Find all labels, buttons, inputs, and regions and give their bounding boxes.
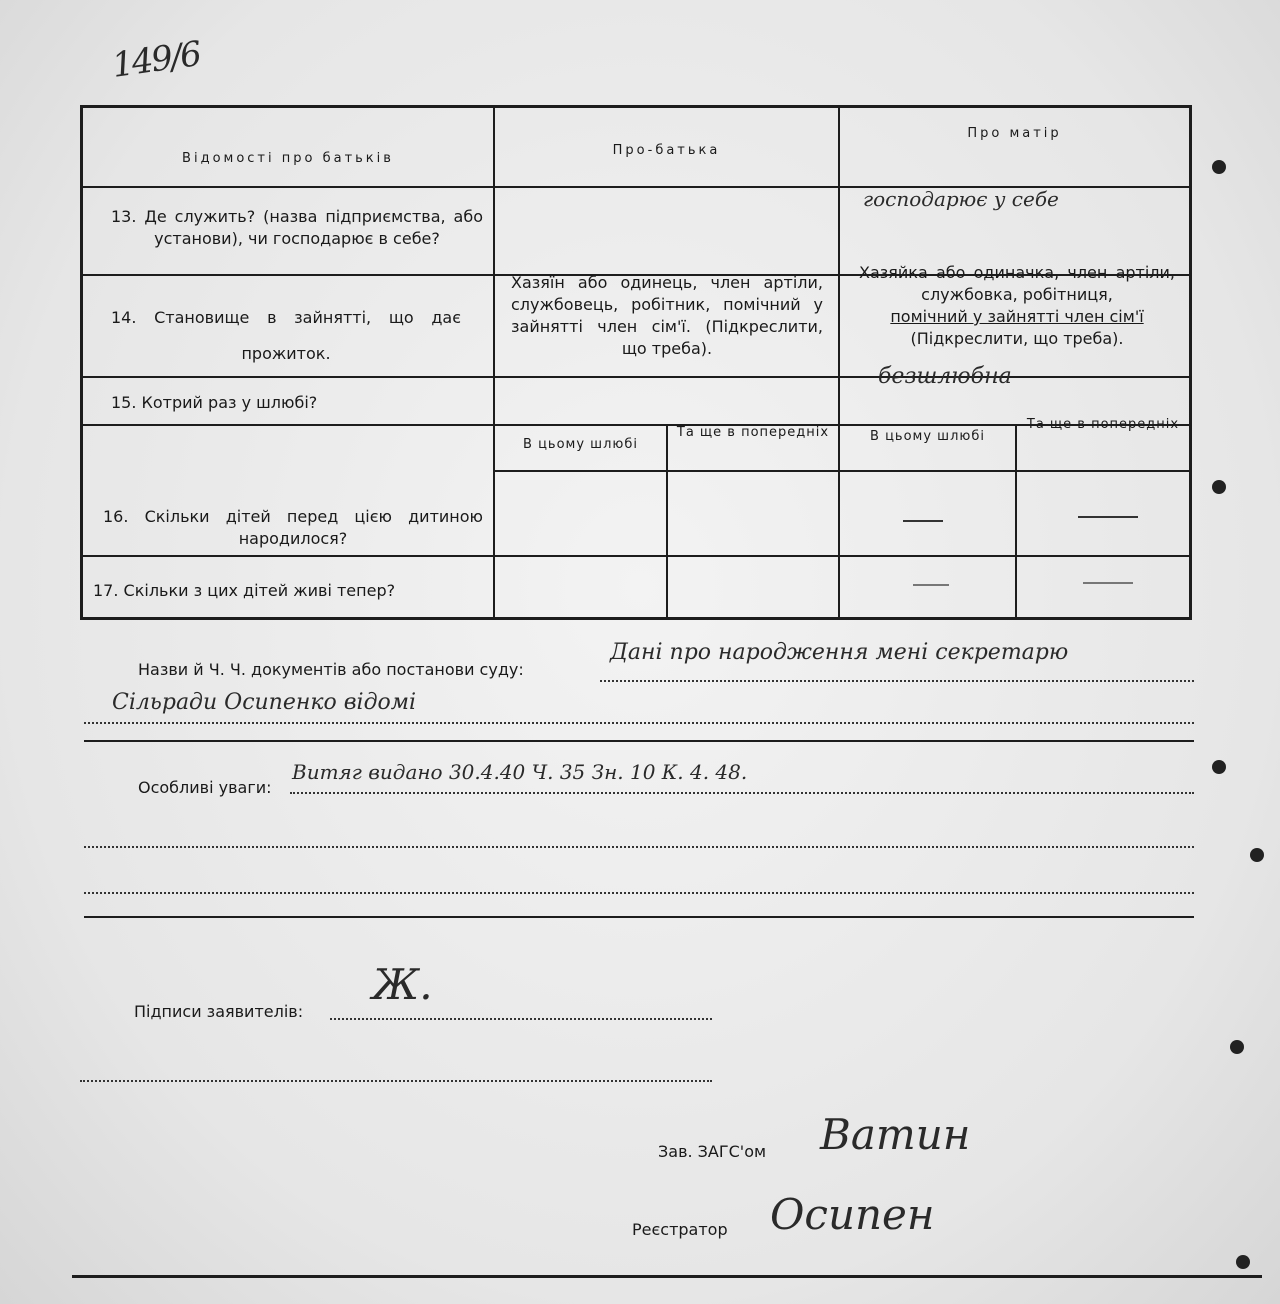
q15-text: 15. Котрий раз у шлюбі? xyxy=(111,393,318,412)
applicants-label: Підписи заявителів: xyxy=(134,1002,304,1021)
q17-mother-prev-dash xyxy=(1083,582,1133,584)
q17-mother-this-dash xyxy=(913,584,949,586)
zags-signature: Ватин xyxy=(820,1110,971,1159)
q14-mother-line3: (Підкреслити, що треба). xyxy=(910,329,1124,348)
notes-label: Особливі уваги: xyxy=(138,778,272,797)
corner-handwritten-number: 149/6 xyxy=(109,34,203,86)
registrar-signature: Осипен xyxy=(770,1190,935,1239)
q16-mother-prev-dash xyxy=(1078,516,1138,518)
q14-mother-line1: Хазяйка або одиначка, член артіли, службовка, робітниця, xyxy=(859,263,1175,304)
q15-mother: безшлюбна xyxy=(878,364,1012,389)
q14-mother-underlined: помічний у зайнятті член сім'ї xyxy=(890,307,1144,326)
q13-text: 13. Де служить? (назва підприємства, або установи), чи господарює в себе? xyxy=(111,207,483,248)
q13-mother: господарює у себе xyxy=(863,187,1059,211)
punch-hole xyxy=(1236,1255,1250,1269)
punch-hole xyxy=(1212,760,1226,774)
header-mother: Про матір xyxy=(967,126,1062,141)
mother-previous-header: Та ще в попередніх xyxy=(1026,417,1180,432)
father-this-marriage-header: В цьому шлюбі xyxy=(523,437,638,452)
punch-hole xyxy=(1250,848,1264,862)
header-father: Про-батька xyxy=(612,143,721,158)
punch-hole xyxy=(1230,1040,1244,1054)
q17-text: 17. Скільки з цих дітей живі тепер? xyxy=(93,581,396,600)
applicant-signature: Ж. xyxy=(372,960,433,1009)
registrar-label: Реєстратор xyxy=(632,1220,728,1239)
q14-text: 14. Становище в зайнятті, що дає прожиток. xyxy=(111,308,461,363)
header-info: Відомості про батьків xyxy=(182,151,394,166)
q14-mother xyxy=(859,262,1175,350)
q14-father: Хазяїн або одинець, член артіли, службовець, робітник, помічний у зайнятті член сім'ї. (Підкреслити, що треба). xyxy=(511,273,823,358)
documents-label: Назви й Ч. Ч. документів або постанови суду: xyxy=(138,660,524,679)
q16-mother-this-dash xyxy=(903,520,943,522)
parents-info-table xyxy=(80,105,1192,620)
punch-hole xyxy=(1212,480,1226,494)
documents-line1: Дані про народження мені секретарю xyxy=(610,640,1069,665)
documents-line2: Сільради Осипенко відомі xyxy=(112,690,417,715)
q16-text: 16. Скільки дітей перед цією дитиною народилося? xyxy=(103,507,483,548)
zags-label: Зав. ЗАГС'ом xyxy=(658,1142,767,1161)
notes-value: Витяг видано 30.4.40 Ч. 35 Зн. 10 К. 4. 48. xyxy=(292,760,748,784)
punch-hole xyxy=(1212,160,1226,174)
mother-this-marriage-header: В цьому шлюбі xyxy=(870,429,985,444)
father-previous-header: Та ще в попередніх xyxy=(676,425,830,440)
